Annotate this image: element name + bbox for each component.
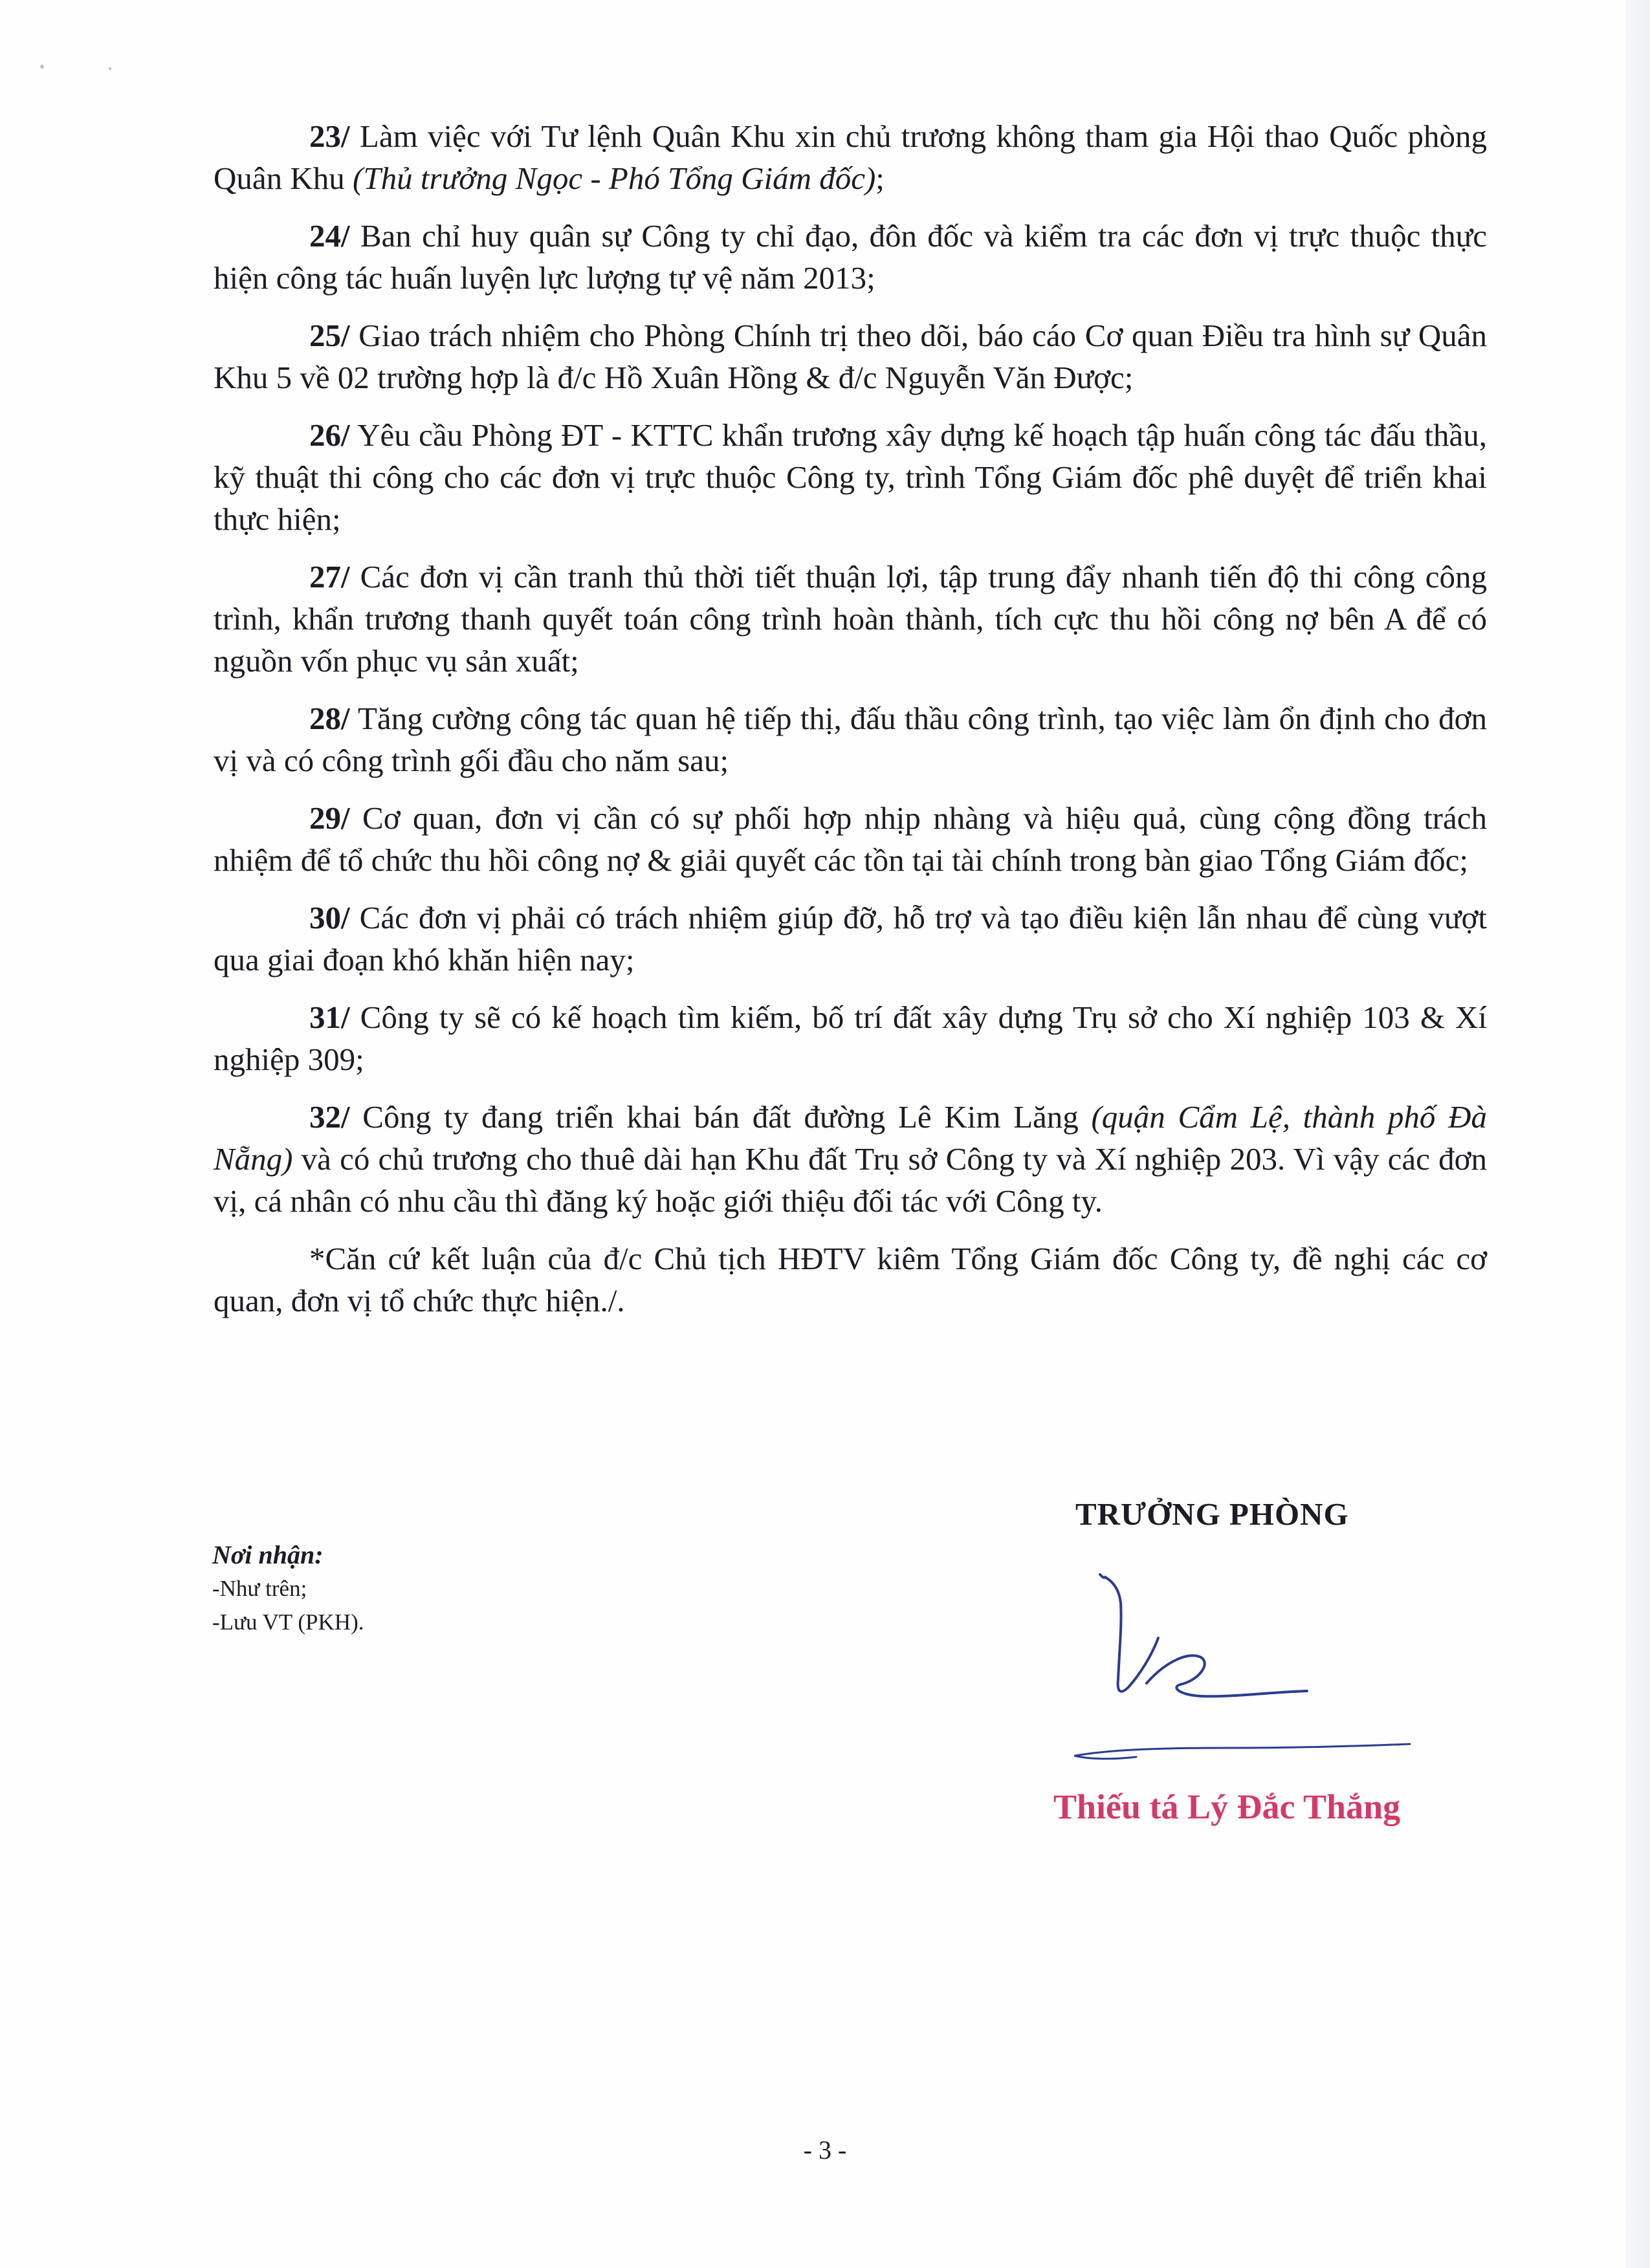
- item-number: 28/: [309, 701, 350, 736]
- item-23: [214, 115, 1487, 199]
- signatory-title: TRƯỞNG PHÒNG: [1075, 1496, 1349, 1532]
- document-body: [214, 115, 1487, 1337]
- item-number: 24/: [309, 218, 350, 254]
- item-26: [214, 414, 1487, 540]
- item-emphasis: (quận Cẩm Lệ, thành phố Đà Nẵng): [214, 1099, 1487, 1177]
- recipient-line: -Như trên;: [212, 1576, 307, 1601]
- item-number: 27/: [309, 559, 350, 594]
- closing-paragraph: *Căn cứ kết luận của đ/c Chủ tịch HĐTV kiêm Tổng Giám đốc Công ty, đề nghị các cơ quan, đơn vị tổ chức thực hiện./.: [214, 1241, 1487, 1318]
- scan-speck: [40, 65, 44, 69]
- item-number: 29/: [309, 800, 350, 836]
- item-number: 26/: [309, 417, 350, 453]
- item-29: [214, 797, 1487, 881]
- item-number: 31/: [309, 999, 350, 1035]
- item-text-after: ;: [875, 160, 885, 196]
- item-24: [214, 215, 1487, 299]
- item-25: [214, 314, 1487, 398]
- item-text: Các đơn vị phải có trách nhiệm giúp đỡ, hỗ trợ và tạo điều kiện lẫn nhau để cùng vượt qua giai đoạn khó khăn hiện nay;: [214, 900, 1487, 977]
- item-text-after: và có chủ trương cho thuê dài hạn Khu đất Trụ sở Công ty và Xí nghiệp 203. Vì vậy các đơn vị, cá nhân có nhu cầu thì đăng ký hoặc giới thiệu đối tác với Công ty.: [214, 1141, 1487, 1219]
- item-30: [214, 897, 1487, 981]
- item-text: Giao trách nhiệm cho Phòng Chính trị theo dõi, báo cáo Cơ quan Điều tra hình sự Quân Khu 5 về 02 trường hợp là đ/c Hồ Xuân Hồng & đ/c Nguyễn Văn Được;: [214, 318, 1487, 395]
- item-text: Các đơn vị cần tranh thủ thời tiết thuận lợi, tập trung đẩy nhanh tiến độ thi công công trình, khẩn trương thanh quyết toán công trình hoàn thành, tích cực thu hồi công nợ bên A để có nguồn vốn phục vụ sản xuất;: [214, 559, 1487, 679]
- scan-edge: [1625, 0, 1650, 2268]
- scan-speck: [109, 67, 111, 70]
- item-28: [214, 697, 1487, 781]
- item-emphasis: (Thủ trưởng Ngọc - Phó Tổng Giám đốc): [353, 160, 876, 196]
- item-text: Làm việc với Tư lệnh Quân Khu xin chủ trương không tham gia Hội thao Quốc phòng Quân Khu: [214, 118, 1487, 196]
- item-text: Cơ quan, đơn vị cần có sự phối hợp nhịp nhàng và hiệu quả, cùng cộng đồng trách nhiệm để tổ chức thu hồi công nợ & giải quyết các tồn tại tài chính trong bàn giao Tổng Giám đốc;: [214, 800, 1487, 878]
- item-text: Công ty sẽ có kế hoạch tìm kiếm, bố trí đất xây dựng Trụ sở cho Xí nghiệp 103 & Xí nghiệp 309;: [214, 999, 1487, 1077]
- item-text: Công ty đang triển khai bán đất đường Lê Kim Lăng: [349, 1099, 1092, 1135]
- page-number: - 3 -: [803, 2135, 847, 2164]
- item-number: 23/: [309, 118, 350, 154]
- item-number: 32/: [309, 1099, 350, 1135]
- recipients-block: [212, 1538, 364, 1639]
- recipients-heading: Nơi nhận:: [212, 1540, 324, 1569]
- handwritten-signature: [1074, 1565, 1411, 1772]
- recipient-line: -Lưu VT (PKH).: [212, 1609, 364, 1635]
- item-27: [214, 556, 1487, 682]
- signer-name: Thiếu tá Lý Đắc Thắng: [1053, 1787, 1401, 1826]
- item-text: Yêu cầu Phòng ĐT - KTTC khẩn trương xây dựng kế hoạch tập huấn công tác đấu thầu, kỹ thuật thi công cho các đơn vị trực thuộc Công ty, trình Tổng Giám đốc phê duyệt để triển khai thực hiện;: [214, 417, 1487, 537]
- item-number: 25/: [309, 318, 350, 353]
- item-text: Ban chỉ huy quân sự Công ty chỉ đạo, đôn đốc và kiểm tra các đơn vị trực thuộc thực hiện công tác huấn luyện lực lượng tự vệ năm 2013;: [214, 218, 1487, 296]
- item-31: [214, 996, 1487, 1080]
- item-number: 30/: [309, 900, 350, 935]
- item-32: [214, 1096, 1487, 1222]
- item-text: Tăng cường công tác quan hệ tiếp thị, đấu thầu công trình, tạo việc làm ổn định cho đơn vị và có công trình gối đầu cho năm sau;: [214, 701, 1487, 778]
